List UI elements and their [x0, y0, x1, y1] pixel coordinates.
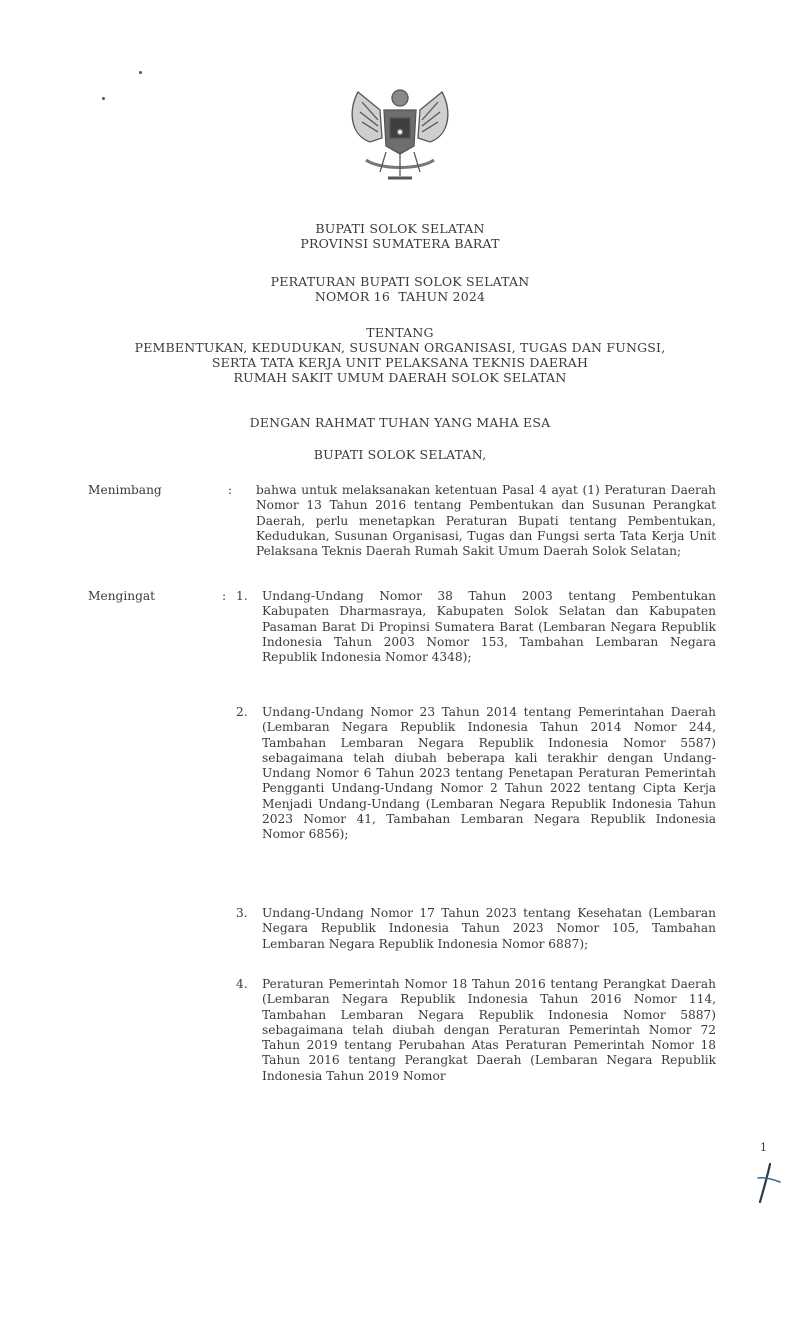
subject-line-3: RUMAH SAKIT UMUM DAERAH SOLOK SELATAN [233, 370, 567, 385]
item-number: 4. [236, 977, 248, 991]
issuer-line-1: BUPATI SOLOK SELATAN [315, 221, 485, 236]
issuer-line-2: PROVINSI SUMATERA BARAT [300, 236, 500, 251]
regulation-block [0, 274, 800, 304]
scan-speck [139, 71, 142, 74]
item-number: 3. [236, 906, 248, 920]
regulation-number: NOMOR 16 TAHUN 2024 [314, 289, 486, 304]
issuer-block [0, 221, 800, 251]
subject-line-2: SERTA TATA KERJA UNIT PELAKSANA TEKNIS DAERAH [211, 355, 589, 370]
mengingat-label: Mengingat [88, 589, 156, 603]
item-text: Peraturan Pemerintah Nomor 18 Tahun 2016 tentang Perangkat Daerah (Lembaran Negara Republik Indonesia Tahun 2016 Nomor 114, Tambahan Lembaran Negara Republik Indonesia Nomor 5887) sebagaimana telah diubah dengan Peraturan Pemerintah Nomor 72 Tahun 2019 tentang Perubahan Atas Peraturan Pemerintah Nomor 18 Tahun 2016 tentang Perangkat Daerah (Lembaran Negara Republik Indonesia Tahun 2019 Nomor [262, 977, 716, 1083]
subject-block [0, 325, 800, 385]
regulation-title: PERATURAN BUPATI SOLOK SELATAN [270, 274, 530, 289]
menimbang-colon: : [228, 483, 233, 497]
menimbang-label: Menimbang [88, 483, 162, 497]
item-text: Undang-Undang Nomor 23 Tahun 2014 tentang Pemerintahan Daerah (Lembaran Negara Republik Indonesia Tahun 2014 Nomor 244, Tambahan Lembaran Negara Republik Indonesia Nomor 5587) sebagaimana telah diubah beberapa kali terakhir dengan Undang-Undang Nomor 6 Tahun 2023 tentang Penetapan Peraturan Pemerintah Pengganti Undang-Undang Nomor 2 Tahun 2022 tentang Cipta Kerja Menjadi Undang-Undang (Lembaran Negara Republik Indonesia Tahun 2023 Nomor 41, Tambahan Lembaran Negara Republik Indonesia Nomor 6856); [262, 705, 716, 842]
mengingat-section [0, 589, 800, 1149]
about-label: TENTANG [366, 325, 434, 340]
invocation: DENGAN RAHMAT TUHAN YANG MAHA ESA [249, 415, 551, 430]
mengingat-colon: : [222, 589, 227, 603]
item-text: Undang-Undang Nomor 38 Tahun 2003 tentang Pembentukan Kabupaten Dharmasraya, Kabupaten Solok Selatan dan Kabupaten Pasaman Barat Di Propinsi Sumatera Barat (Lembaran Negara Republik Indonesia Tahun 2003 Nomor 153, Tambahan Lembaran Negara Republik Indonesia Nomor 4348); [262, 589, 716, 665]
scan-speck [102, 97, 105, 100]
garuda-emblem-icon [340, 80, 460, 190]
item-number: 2. [236, 705, 248, 719]
subject-line-1: PEMBENTUKAN, KEDUDUKAN, SUSUNAN ORGANISASI, TUGAS DAN FUNGSI, [134, 340, 666, 355]
menimbang-text: bahwa untuk melaksanakan ketentuan Pasal 4 ayat (1) Peraturan Daerah Nomor 13 Tahun 2016 tentang Pembentukan dan Susunan Perangkat Daerah, perlu menetapkan Peraturan Bupati tentang Pembentukan, Kedudukan, Susunan Organisasi, Tugas dan Fungsi serta Tata Kerja Unit Pelaksana Teknis Daerah Rumah Sakit Umum Daerah Solok Selatan; [256, 483, 716, 559]
item-text: Undang-Undang Nomor 17 Tahun 2023 tentang Kesehatan (Lembaran Negara Republik Indonesia Tahun 2023 Nomor 105, Tambahan Lembaran Negara Republik Indonesia Nomor 6887); [262, 906, 716, 951]
enactor: BUPATI SOLOK SELATAN, [313, 447, 487, 462]
page-number: 1 [760, 1141, 767, 1154]
item-number: 1. [236, 589, 248, 603]
initial-signature-icon [752, 1160, 782, 1206]
